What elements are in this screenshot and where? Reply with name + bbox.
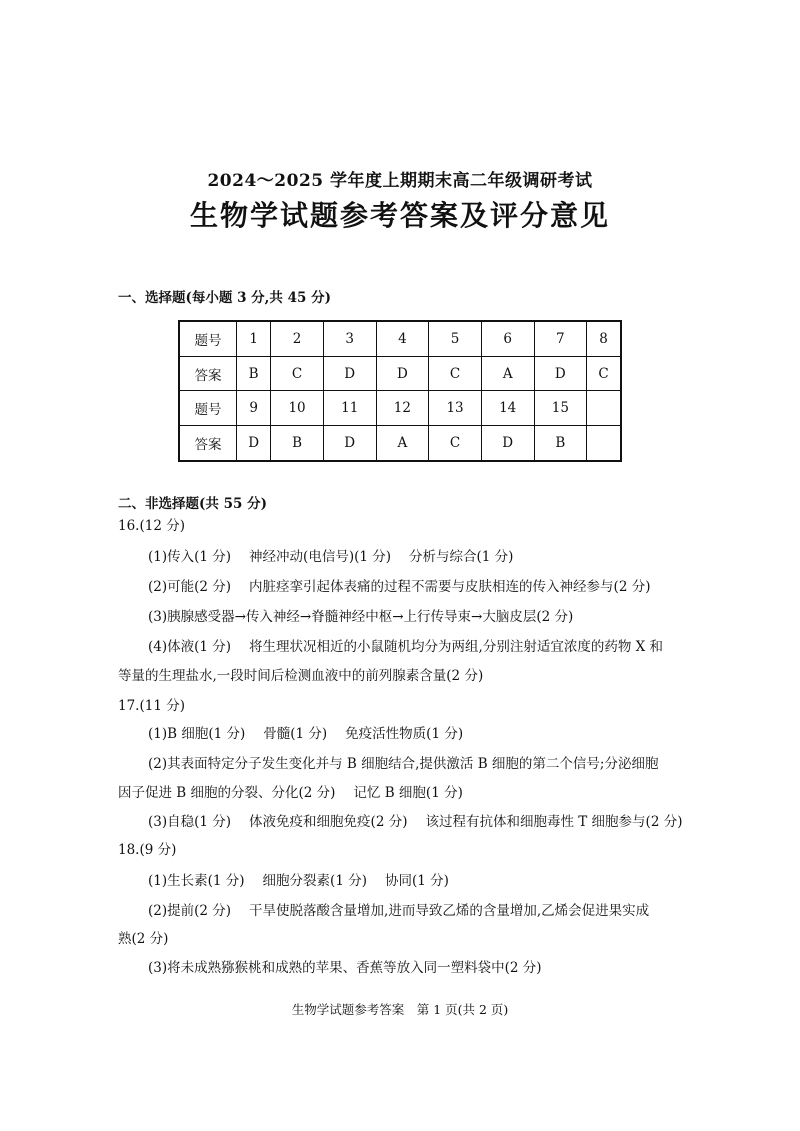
table-cell: 9 [237, 391, 271, 426]
q17-answer-3 [148, 812, 682, 832]
exam-subtitle: 2024～2025 学年度上期期末高二年级调研考试 [207, 171, 593, 191]
q18-answer-1 [148, 871, 682, 891]
answer-part: (2)提前(2 分) [148, 903, 232, 919]
table-row [179, 356, 621, 391]
q17-answer-2-continued [118, 783, 682, 803]
answer-part: 细胞分裂素(1 分) [262, 873, 367, 889]
question-18-label: 18.(9 分) [118, 842, 177, 858]
row-label-answer: 答案 [179, 356, 237, 391]
question-16-label: 16.(12 分) [118, 518, 185, 534]
answer-part: (3)自稳(1 分) [148, 814, 232, 830]
table-cell: B [271, 426, 324, 461]
table-cell: 5 [429, 321, 482, 356]
table-cell: B [237, 356, 271, 391]
answer-part: 骨髓(1 分) [263, 726, 328, 742]
answer-part: 协同(1 分) [384, 873, 449, 889]
table-cell: 14 [481, 391, 534, 426]
table-cell: 15 [534, 391, 587, 426]
row-label-answer: 答案 [179, 426, 237, 461]
answer-part: 干旱使脱落酸含量增加,进而导致乙烯的含量增加,乙烯会促进果实成 [249, 903, 650, 919]
table-cell: C [429, 426, 482, 461]
answer-part: 该过程有抗体和细胞毒性 T 细胞参与(2 分) [425, 814, 683, 830]
table-cell: D [534, 356, 587, 391]
table-cell: D [481, 426, 534, 461]
answer-part: 免疫活性物质(1 分) [345, 726, 464, 742]
table-row [179, 391, 621, 426]
section-2-heading: 二、非选择题(共 55 分) [118, 496, 267, 512]
q17-answer-1 [148, 724, 682, 744]
table-cell [587, 426, 621, 461]
multiple-choice-answer-table [178, 320, 622, 462]
table-cell: B [534, 426, 587, 461]
q16-answer-2 [148, 577, 682, 597]
answer-part: 分析与综合(1 分) [409, 549, 514, 565]
q16-answer-4 [148, 637, 682, 657]
answer-part: 内脏痉挛引起体表痛的过程不需要与皮肤相连的传入神经参与(2 分) [249, 579, 651, 595]
table-cell: C [429, 356, 482, 391]
table-cell: 10 [271, 391, 324, 426]
table-cell: A [376, 426, 429, 461]
answer-part: (1)传入(1 分) [148, 549, 232, 565]
answer-part: 将生理状况相近的小鼠随机均分为两组,分别注射适宜浓度的药物 X 和 [249, 639, 664, 655]
page-footer: 生物学试题参考答案 第 1 页(共 2 页) [291, 1002, 509, 1017]
table-cell: 12 [376, 391, 429, 426]
table-row [179, 321, 621, 356]
table-cell: C [587, 356, 621, 391]
answer-part: (1)生长素(1 分) [148, 873, 245, 889]
table-cell: 2 [271, 321, 324, 356]
answer-part: (1)B 细胞(1 分) [148, 726, 246, 742]
section-1-heading: 一、选择题(每小题 3 分,共 45 分) [118, 290, 331, 306]
table-cell: D [323, 426, 376, 461]
row-label-question: 题号 [179, 321, 237, 356]
q18-answer-3: (3)将未成熟猕猴桃和成熟的苹果、香蕉等放入同一塑料袋中(2 分) [148, 960, 542, 976]
table-cell: D [237, 426, 271, 461]
table-cell: 4 [376, 321, 429, 356]
answer-part: (2)可能(2 分) [148, 579, 232, 595]
table-cell: 11 [323, 391, 376, 426]
row-label-question: 题号 [179, 391, 237, 426]
table-cell: 7 [534, 321, 587, 356]
page-title: 生物学试题参考答案及评分意见 [189, 199, 610, 232]
table-cell: 3 [323, 321, 376, 356]
q16-answer-1 [148, 547, 682, 567]
answer-part: (4)体液(1 分) [148, 639, 232, 655]
table-cell: D [376, 356, 429, 391]
question-17-label: 17.(11 分) [118, 698, 185, 714]
table-cell [587, 391, 621, 426]
answer-part: 神经冲动(电信号)(1 分) [249, 549, 391, 565]
table-cell: 8 [587, 321, 621, 356]
table-cell: A [481, 356, 534, 391]
table-cell: 13 [429, 391, 482, 426]
table-cell: C [271, 356, 324, 391]
answer-part: 体液免疫和细胞免疫(2 分) [249, 814, 408, 830]
q16-answer-4-continued: 等量的生理盐水,一段时间后检测血液中的前列腺素含量(2 分) [118, 668, 484, 684]
answer-part: 因子促进 B 细胞的分裂、分化(2 分) [118, 785, 336, 801]
q16-answer-3: (3)胰腺感受器→传入神经→脊髓神经中枢→上行传导束→大脑皮层(2 分) [148, 609, 574, 625]
q18-answer-2-continued: 熟(2 分) [118, 931, 169, 947]
table-row [179, 426, 621, 461]
q18-answer-2 [148, 901, 682, 921]
table-cell: D [323, 356, 376, 391]
table-cell: 1 [237, 321, 271, 356]
q17-answer-2: (2)其表面特定分子发生变化并与 B 细胞结合,提供激活 B 细胞的第二个信号;分泌细胞 [148, 756, 659, 772]
answer-part: 记忆 B 细胞(1 分) [353, 785, 463, 801]
table-cell: 6 [481, 321, 534, 356]
